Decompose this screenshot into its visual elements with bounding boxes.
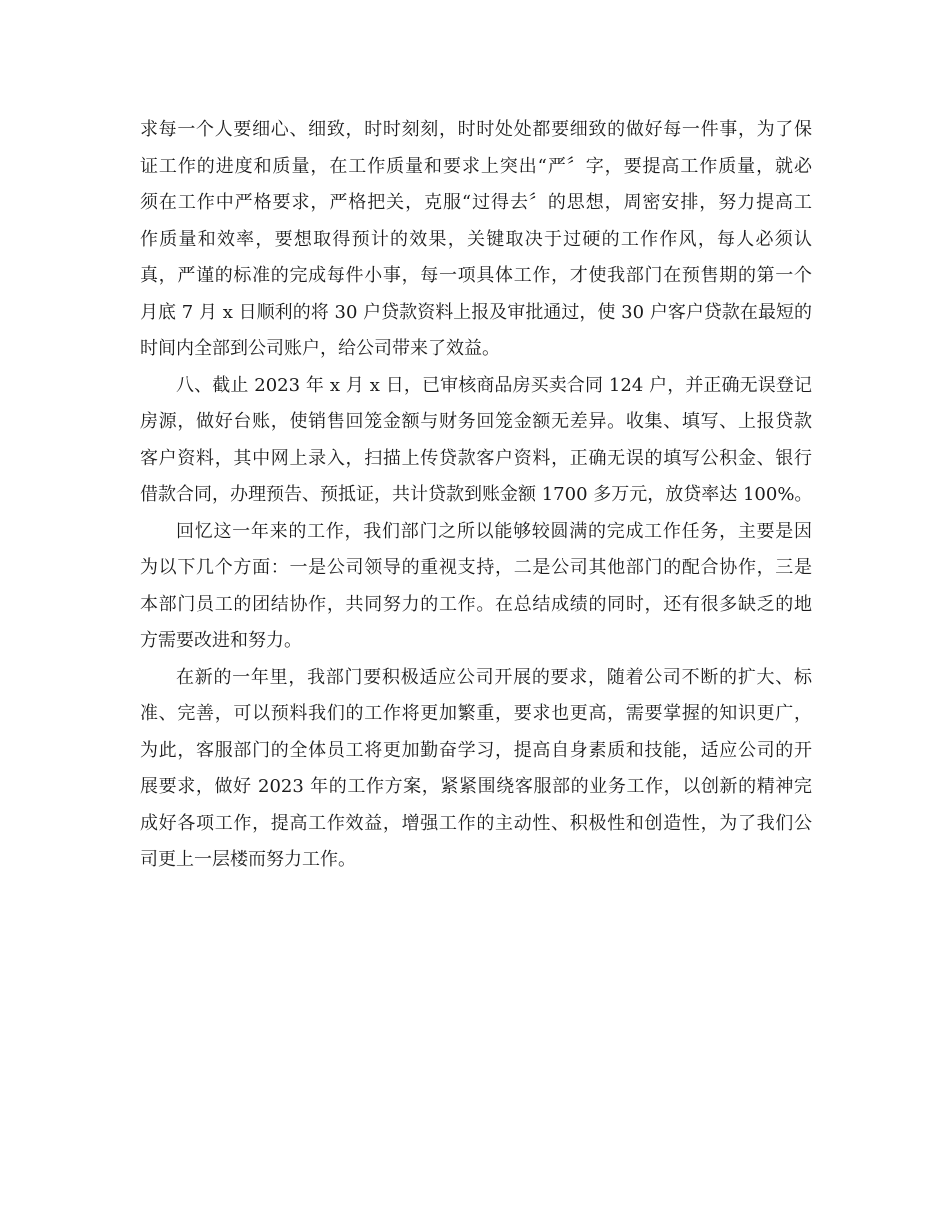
paragraph-item-eight	[140, 368, 812, 514]
text-line: 时间内全部到公司账户，给公司带来了效益。	[140, 338, 500, 359]
document-page	[140, 112, 812, 879]
text-line: 为以下几个方面：一是公司领导的重视支持，二是公司其他部门的配合协作，三是	[140, 557, 812, 578]
paragraph-work-quality	[140, 112, 812, 368]
text-line: 求每一个人要细心、细致，时时刻刻，时时处处都要细致的做好每一件事，为了保	[140, 119, 812, 140]
text-line: 借款合同，办理预告、预抵证，共计贷款到账金额 1700 多万元，放贷率达 100%。	[140, 484, 813, 505]
text-line: 客户资料，其中网上录入，扫描上传贷款客户资料，正确无误的填写公积金、银行	[140, 447, 812, 469]
paragraph-review	[140, 514, 812, 660]
text-line: 作质量和效率，要想取得预计的效果，关键取决于过硬的工作作风，每人必须认	[140, 228, 812, 250]
text-line: 须在工作中严格要求，严格把关，克服“过得去〞的思想，周密安排，努力提高工	[140, 192, 812, 213]
text-line: 准、完善，可以预料我们的工作将更加繁重，要求也更高，需要掌握的知识更广，	[140, 703, 812, 724]
text-line: 在新的一年里，我部门要积极适应公司开展的要求，随着公司不断的扩大、标	[176, 666, 812, 688]
text-line: 本部门员工的团结协作，共同努力的工作。在总结成绩的同时，还有很多缺乏的地	[140, 593, 812, 615]
text-line: 成好各项工作，提高工作效益，增强工作的主动性、积极性和创造性，为了我们公	[140, 812, 812, 834]
text-line: 方需要改进和努力。	[140, 630, 302, 651]
text-line: 证工作的进度和质量，在工作质量和要求上突出“严〞字，要提高工作质量，就必	[140, 155, 812, 177]
text-line: 房源，做好台账，使销售回笼金额与财务回笼金额无差异。收集、填写、上报贷款	[140, 411, 812, 432]
text-line: 月底 7 月 x 日顺利的将 30 户贷款资料上报及审批通过，使 30 户客户贷款在最短的	[140, 301, 812, 323]
text-line: 真，严谨的标准的完成每件小事，每一项具体工作，才使我部门在预售期的第一个	[140, 265, 812, 286]
text-line: 司更上一层楼而努力工作。	[140, 849, 356, 870]
text-line: 回忆这一年来的工作，我们部门之所以能够较圆满的完成工作任务，主要是因	[176, 520, 812, 542]
text-line: 为此，客服部门的全体员工将更加勤奋学习，提高自身素质和技能，适应公司的开	[140, 739, 812, 761]
paragraph-new-year-plan	[140, 660, 812, 879]
text-line: 八、截止 2023 年 x 月 x 日，已审核商品房买卖合同 124 户，并正确无误登记	[176, 374, 812, 396]
text-line: 展要求，做好 2023 年的工作方案，紧紧围绕客服部的业务工作，以创新的精神完	[140, 776, 812, 797]
